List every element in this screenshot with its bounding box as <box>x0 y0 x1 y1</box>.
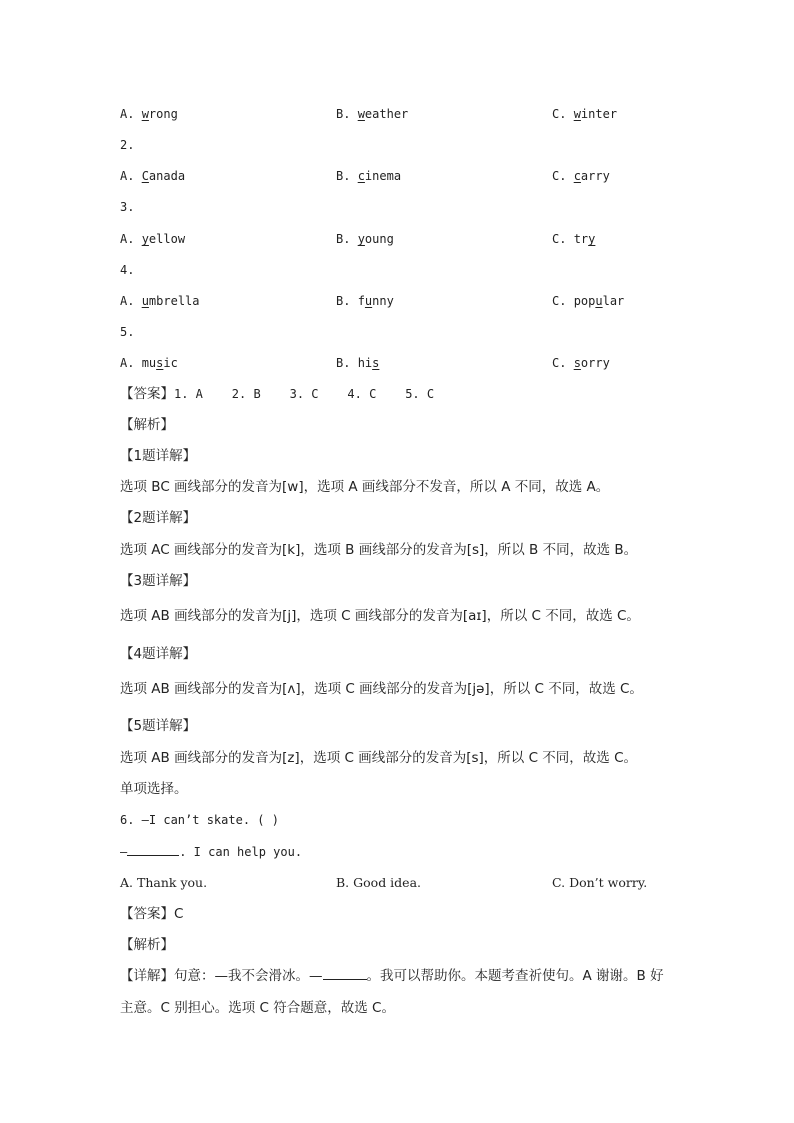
option-a: A. Canada <box>120 169 186 183</box>
answer-line <box>120 386 434 402</box>
q6-option-c: C. Don’t worry. <box>552 875 648 890</box>
q6-answer-label: 【答案】 <box>120 906 174 922</box>
option-a: A. wrong <box>120 107 178 121</box>
question-6-stem: 6. —I can’t skate. ( ) <box>120 813 279 827</box>
option-a: A. music <box>120 356 178 370</box>
q6-detail-line-2: 主意。C 别担心。选项 C 符合题意，故选 C。 <box>120 1000 395 1016</box>
option-c: C. sorry <box>552 356 610 370</box>
q6-option-b: B. Good idea. <box>336 875 421 890</box>
answer-blank <box>127 844 179 856</box>
q6-answer: C <box>174 906 184 922</box>
question-number: 3. <box>120 200 135 214</box>
option-c: C. carry <box>552 169 610 183</box>
detail-2-text: 选项 AC 画线部分的发音为[k]，选项 B 画线部分的发音为[s]，所以 B 不同，故选 B。 <box>120 542 638 558</box>
detail-4-title: 【4题详解】 <box>120 646 197 662</box>
option-c: C. winter <box>552 107 618 121</box>
q6-analysis-label: 【解析】 <box>120 937 174 953</box>
answer-text: 1. A 2. B 3. C 4. C 5. C <box>174 387 435 401</box>
option-b: B. weather <box>336 107 409 121</box>
detail-5-text: 选项 AB 画线部分的发音为[z]，选项 C 画线部分的发音为[s]，所以 C 不同，故选 C。 <box>120 750 638 766</box>
option-b: B. cinema <box>336 169 402 183</box>
detail-1-text: 选项 BC 画线部分的发音为[w]，选项 A 画线部分不发音，所以 A 不同，故选 A。 <box>120 479 610 495</box>
option-a: A. umbrella <box>120 294 200 308</box>
q6-answer-line <box>120 906 183 922</box>
q6-detail-line-1: 【详解】句意：—我不会滑冰。— 。我可以帮助你。本题考查祈使句。A 谢谢。B 好 <box>120 968 664 984</box>
detail-blank <box>323 968 367 980</box>
option-c: C. try <box>552 232 596 246</box>
option-b: B. young <box>336 232 394 246</box>
option-b: B. funny <box>336 294 394 308</box>
detail-4-text: 选项 AB 画线部分的发音为[ʌ]，选项 C 画线部分的发音为[jə]，所以 C 不同，故选 C。 <box>120 681 643 697</box>
detail-2-title: 【2题详解】 <box>120 510 197 526</box>
section-title: 单项选择。 <box>120 781 188 797</box>
q6-option-a: A. Thank you. <box>120 875 208 890</box>
analysis-label: 【解析】 <box>120 417 174 433</box>
option-a: A. yellow <box>120 232 186 246</box>
question-6-reply: — . I can help you. <box>120 845 303 859</box>
detail-1-title: 【1题详解】 <box>120 448 197 464</box>
detail-3-title: 【3题详解】 <box>120 573 197 589</box>
question-number: 4. <box>120 263 135 277</box>
detail-3-text: 选项 AB 画线部分的发音为[j]，选项 C 画线部分的发音为[aɪ]，所以 C 不同，故选 C。 <box>120 608 640 624</box>
question-number: 2. <box>120 138 135 152</box>
option-b: B. his <box>336 356 380 370</box>
detail-5-title: 【5题详解】 <box>120 718 197 734</box>
answer-label: 【答案】 <box>120 386 174 402</box>
question-number: 5. <box>120 325 135 339</box>
option-c: C. popular <box>552 294 625 308</box>
